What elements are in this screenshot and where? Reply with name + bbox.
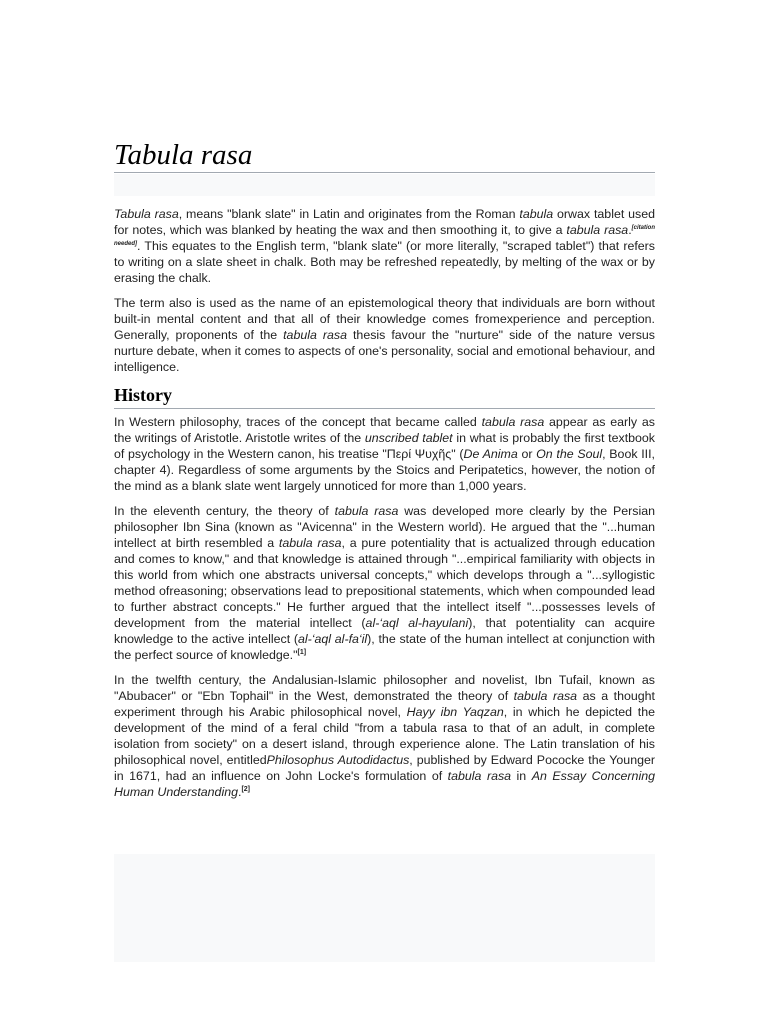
term: tabula rasa (447, 769, 512, 783)
page-title: Tabula rasa (114, 139, 253, 171)
work-title: De Anima (463, 447, 518, 461)
reference-link-1[interactable]: [1] (297, 648, 307, 656)
title-band (114, 174, 655, 196)
work-title: Hayy ibn Yaqzan (406, 705, 504, 719)
article-body (114, 206, 655, 809)
reference-link-2[interactable]: [2] (241, 785, 250, 793)
intro-paragraph-1: Tabula rasa, means "blank slate" in Latin and originates from the Roman tabula orwax tablet used for notes, which was blanked by heating the wax and then smoothing it, to give a tabula rasa.[citation needed]. This equates to the English term, "blank slate" (or more literally, "scraped tablet") that refers to writing on a slate sheet in chalk. Both may be refreshed repeatedly, by melting of the wax or by erasing the chalk. (114, 207, 656, 285)
term: tabula rasa (481, 415, 545, 429)
term: tabula rasa (283, 328, 347, 342)
work-title: An Essay Concerning Human Understanding (114, 769, 655, 799)
citation-needed-link[interactable]: [citation needed] (114, 224, 655, 247)
work-title: Philosophus Autodidactus (266, 753, 410, 767)
term: tabula (519, 207, 554, 221)
title-divider (114, 172, 655, 173)
term: Tabula rasa (114, 207, 179, 221)
history-paragraph-3: In the twelfth century, the Andalusian-Islamic philosopher and novelist, Ibn Tufail, known as "Abubacer" or "Ebn Tophail" in the West, demonstrated the theory of tabula rasa as a thought experiment through his Arabic philosophical novel, Hayy ibn Yaqzan, in which he depicted the development of the mind of a feral child "from a tabula rasa to that of an adult, in complete isolation from society" on a desert island, through experience alone. The Latin translation of his philosophical novel, entitledPhilosophus Autodidactus, published by Edward Pococke the Younger in 1671, had an influence on John Locke's formulation of tabula rasa in An Essay Concerning Human Understanding.[2] (114, 673, 656, 799)
term: tabula rasa (566, 223, 629, 237)
term: tabula rasa (278, 536, 342, 550)
empty-content-box (114, 854, 655, 962)
term: tabula rasa (513, 689, 578, 703)
history-paragraph-1: In Western philosophy, traces of the concept that became called tabula rasa appear as early as the writings of Aristotle. Aristotle writes of the unscribed tablet in what is probably the first textbook of psychology in the Western canon, his treatise "Περί Ψυχῆς" (De Anima or On the Soul, Book III, chapter 4). Regardless of some arguments by the Stoics and Peripatetics, however, the notion of the mind as a blank slate went largely unnoticed for more than 1,000 years. (114, 415, 656, 493)
intro-paragraph-2: The term also is used as the name of an epistemological theory that individuals are born without built-in mental content and that all of their knowledge comes fromexperience and perception. Generally, proponents of the tabula rasa thesis favour the "nurture" side of the nature versus nurture debate, when it comes to aspects of one's personality, social and emotional behaviour, and intelligence. (114, 296, 655, 374)
term: al-‘aql al-hayulani (365, 616, 469, 630)
section-heading-history: History (114, 385, 655, 409)
term: al-‘aql al-fa‘il (298, 632, 368, 646)
history-paragraph-2: In the eleventh century, the theory of tabula rasa was developed more clearly by the Persian philosopher Ibn Sina (known as "Avicenna" in the Western world). He argued that the "...human intellect at birth resembled a tabula rasa, a pure potentiality that is actualized through education and comes to know," and that knowledge is attained through "...empirical familiarity with objects in this world from which one abstracts universal concepts," which develops through a "...syllogistic method ofreasoning; observations lead to prepositional statements, which when compounded lead to further abstract concepts." He further argued that the intellect itself "...possesses levels of development from the material intellect (al-‘aql al-hayulani), that potentiality can acquire knowledge to the active intellect (al-‘aql al-fa‘il), the state of the human intellect at conjunction with the perfect source of knowledge."[1] (114, 504, 656, 662)
term: unscribed tablet (364, 431, 453, 445)
term: tabula rasa (334, 504, 399, 518)
work-title: On the Soul (536, 447, 603, 461)
